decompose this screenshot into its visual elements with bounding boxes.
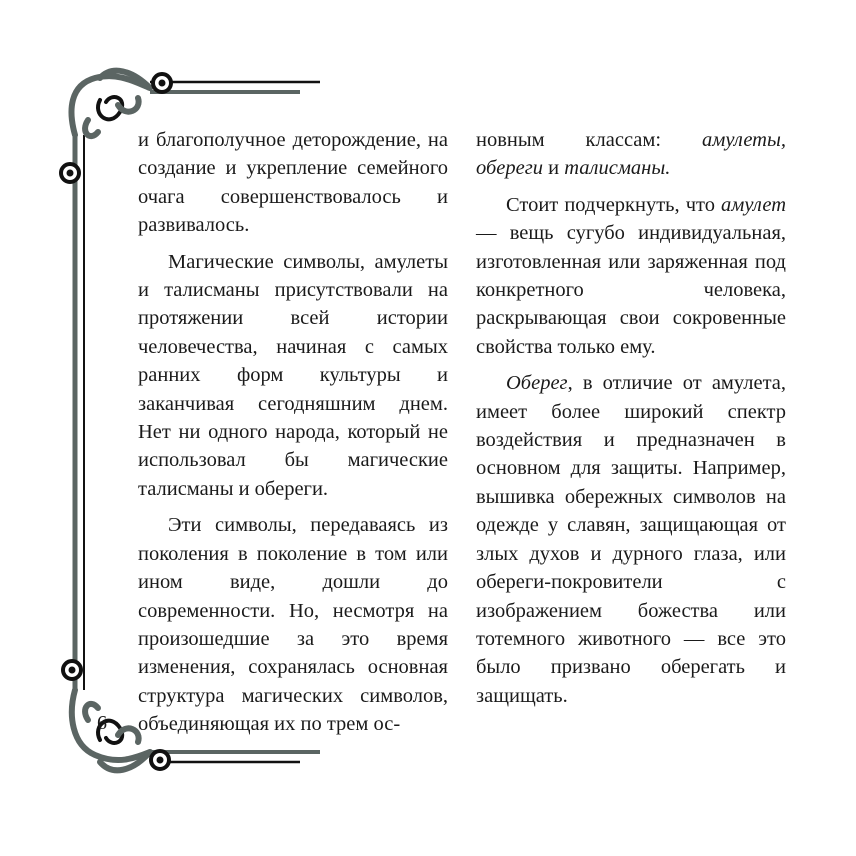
top-rails: [150, 82, 320, 92]
right-text-column: [476, 126, 786, 718]
paragraph: новным классам: амулеты, обереги и талисманы.: [476, 129, 786, 180]
page-number: 6: [97, 712, 107, 734]
paragraph: Оберег, в отличие от амулета, имеет более широкий спектр воздействия и предназначен в основном для защиты. Например, вышивка обережных символов на одежде у славян, защищающая от злых духов и дурного глаза, или обереги-покровители с изображением божества или тотемного животного — все это было призвано оберегать и защищать.: [476, 372, 786, 707]
bottom-rails: [150, 752, 320, 762]
paragraph: и благополучное деторождение, на создание и укрепление семейного очага совершенствовалось и развивалось.: [138, 129, 448, 237]
paragraph: Эти символы, передаваясь из поколения в поколение в том или ином виде, дошли до современности. Но, несмотря на произошедшие за это время изменения, сохранялась основная структура магических символов, объединяющая их по трем ос-: [138, 514, 448, 736]
left-text-column: [138, 126, 448, 747]
paragraph: Магические символы, амулеты и талисманы присутствовали на протяжении всей истории человечества, начиная с самых ранних форм культуры и заканчивая сегодняшним днем. Нет ни одного народа, который не использовал бы магические талисманы и обереги.: [138, 250, 448, 500]
paragraph: Стоит подчеркнуть, что амулет — вещь сугубо индивидуальная, изготовленная или заряженная под конкретного человека, раскрывающая свои сокровенные свойства только ему.: [476, 193, 786, 358]
vertical-rails: [75, 135, 84, 690]
